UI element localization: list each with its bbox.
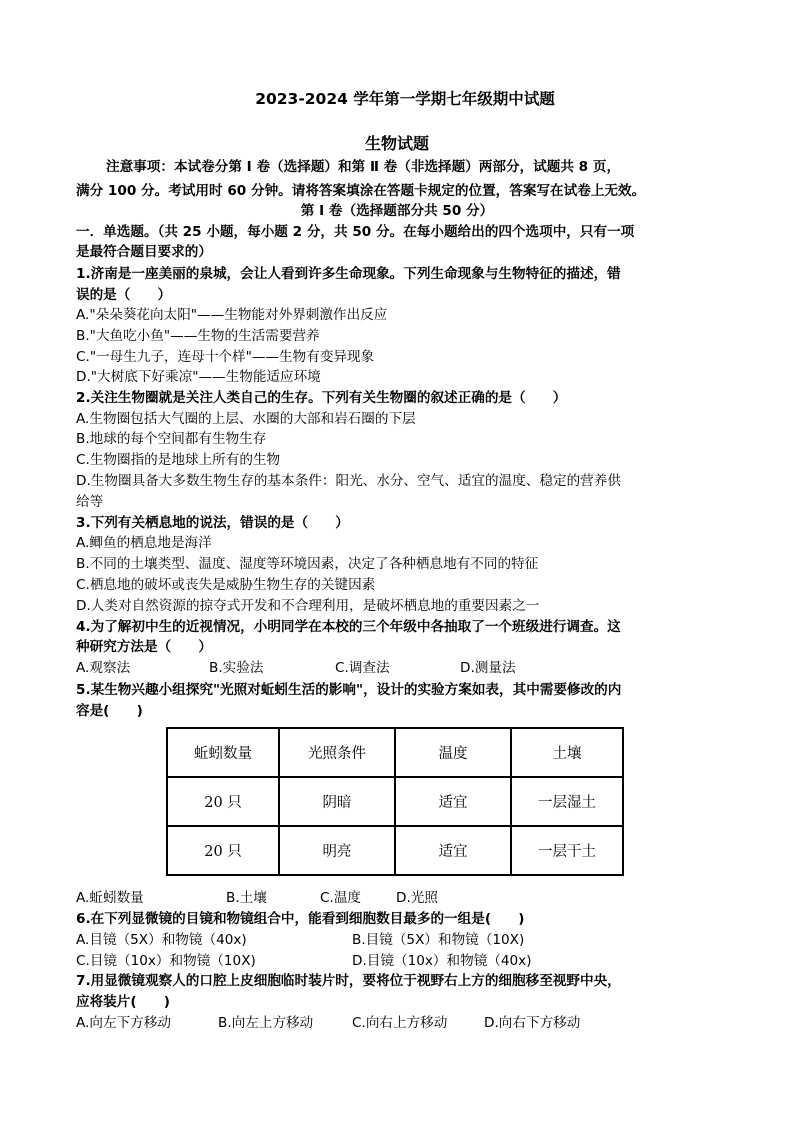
question-1-stem: 1.济南是一座美丽的泉城，会让人看到许多生命现象。下列生命现象与生物特征的描述，错 <box>76 266 621 282</box>
question-1-option-a: A."朵朵葵花向太阳"——生物能对外界刺激作出反应 <box>76 307 388 323</box>
question-3-option-d: D.人类对自然资源的掠夺式开发和不合理利用，是破坏栖息地的重要因素之一 <box>76 598 540 614</box>
table-cell: 适宜 <box>395 777 511 826</box>
question-2-stem: 2.关注生物圈就是关注人类自己的生存。下列有关生物圈的叙述正确的是（ ） <box>76 390 567 406</box>
question-5-option-a: A.蚯蚓数量 <box>76 890 144 906</box>
question-6-option-a: A.目镜（5X）和物镜（40x) <box>76 932 247 948</box>
table-cell: 一层湿土 <box>511 777 623 826</box>
section-heading-line-1: 一．单选题。（共 25 小题，每小题 2 分，共 50 分。在每小题给出的四个选项中，只有一项 <box>76 224 635 240</box>
question-6-option-d: D.目镜（10x）和物镜（40x) <box>352 953 532 969</box>
question-7-option-a: A.向左下方移动 <box>76 1015 171 1031</box>
question-2-option-d: D.生物圈具备大多数生物生存的基本条件：阳光、水分、空气、适宜的温度、稳定的营养供 <box>76 473 621 489</box>
question-4-stem: 4.为了解初中生的近视情况，小明同学在本校的三个年级中各抽取了一个班级进行调查。这 <box>76 619 621 635</box>
notice-line-1: 注意事项：本试卷分第 Ⅰ 卷（选择题）和第 Ⅱ 卷（非选择题）两部分，试题共 8 页， <box>106 159 621 175</box>
exam-title: 2023-2024 学年第一学期七年级期中试题 <box>255 90 555 108</box>
table-header-row <box>167 728 623 777</box>
table-row <box>167 826 623 875</box>
question-1-option-c: C."一母生九子，连母十个样"——生物有变异现象 <box>76 349 375 365</box>
table-cell: 20 只 <box>167 777 279 826</box>
question-3-option-c: C.栖息地的破坏或丧失是威胁生物生存的关键因素 <box>76 577 376 593</box>
table-cell: 适宜 <box>395 826 511 875</box>
table-cell: 明亮 <box>279 826 395 875</box>
question-3-option-a: A.鲫鱼的栖息地是海洋 <box>76 535 212 551</box>
question-3-option-b: B.不同的土壤类型、温度、湿度等环境因素，决定了各种栖息地有不同的特征 <box>76 556 539 572</box>
question-4-option-c: C.调查法 <box>335 660 390 676</box>
table-header-cell: 土壤 <box>511 728 623 777</box>
question-7-option-c: C.向右上方移动 <box>352 1015 448 1031</box>
table-header-cell: 光照条件 <box>279 728 395 777</box>
question-7-option-d: D.向右下方移动 <box>484 1015 581 1031</box>
question-2-option-b: B.地球的每个空间都有生物生存 <box>76 431 267 447</box>
question-4-option-a: A.观察法 <box>76 660 131 676</box>
question-2-option-c: C.生物圈指的是地球上所有的生物 <box>76 452 281 468</box>
table-row <box>167 777 623 826</box>
question-5-option-b: B.土壤 <box>226 890 267 906</box>
question-1-option-b: B."大鱼吃小鱼"——生物的生活需要营养 <box>76 328 320 344</box>
question-6-stem: 6.在下列显微镜的目镜和物镜组合中，能看到细胞数目最多的一组是( ) <box>76 911 525 927</box>
table-cell: 一层干土 <box>511 826 623 875</box>
question-5-stem-cont: 容是( ) <box>76 703 143 719</box>
question-6-option-c: C.目镜（10x）和物镜（10X) <box>76 953 256 969</box>
question-5-option-d: D.光照 <box>396 890 438 906</box>
table-cell: 阴暗 <box>279 777 395 826</box>
question-6-option-b: B.目镜（5X）和物镜（10X) <box>352 932 525 948</box>
question-7-option-b: B.向左上方移动 <box>218 1015 314 1031</box>
question-5-option-c: C.温度 <box>320 890 362 906</box>
exam-subtitle: 生物试题 <box>364 134 429 153</box>
part1-heading: 第 Ⅰ 卷（选择题部分共 50 分） <box>300 203 494 219</box>
question-7-stem-cont: 应将装片( ) <box>76 994 170 1010</box>
section-heading-line-2: 是最符合题目要求的） <box>76 244 212 260</box>
experiment-table <box>166 727 624 876</box>
question-4-option-d: D.测量法 <box>460 660 516 676</box>
question-5-stem: 5.某生物兴趣小组探究"光照对蚯蚓生活的影响"，设计的实验方案如表，其中需要修改的内 <box>76 682 622 698</box>
table-header-cell: 温度 <box>395 728 511 777</box>
question-7-stem: 7.用显微镜观察人的口腔上皮细胞临时装片时，要将位于视野右上方的细胞移至视野中央， <box>76 973 621 989</box>
table-header-cell: 蚯蚓数量 <box>167 728 279 777</box>
notice-line-2: 满分 100 分。考试用时 60 分钟。请将答案填涂在答题卡规定的位置，答案写在试卷上无效。 <box>76 183 646 199</box>
question-4-stem-cont: 种研究方法是（ ） <box>76 639 212 655</box>
question-1-option-d: D."大树底下好乘凉"——生物能适应环境 <box>76 369 321 385</box>
question-2-option-a: A.生物圈包括大气圈的上层、水圈的大部和岩石圈的下层 <box>76 411 416 427</box>
question-1-stem-cont: 误的是（ ） <box>76 287 172 303</box>
question-4-option-b: B.实验法 <box>209 660 264 676</box>
table-cell: 20 只 <box>167 826 279 875</box>
question-3-stem: 3.下列有关栖息地的说法，错误的是（ ） <box>76 515 349 531</box>
question-2-option-d-cont: 给等 <box>76 494 104 510</box>
